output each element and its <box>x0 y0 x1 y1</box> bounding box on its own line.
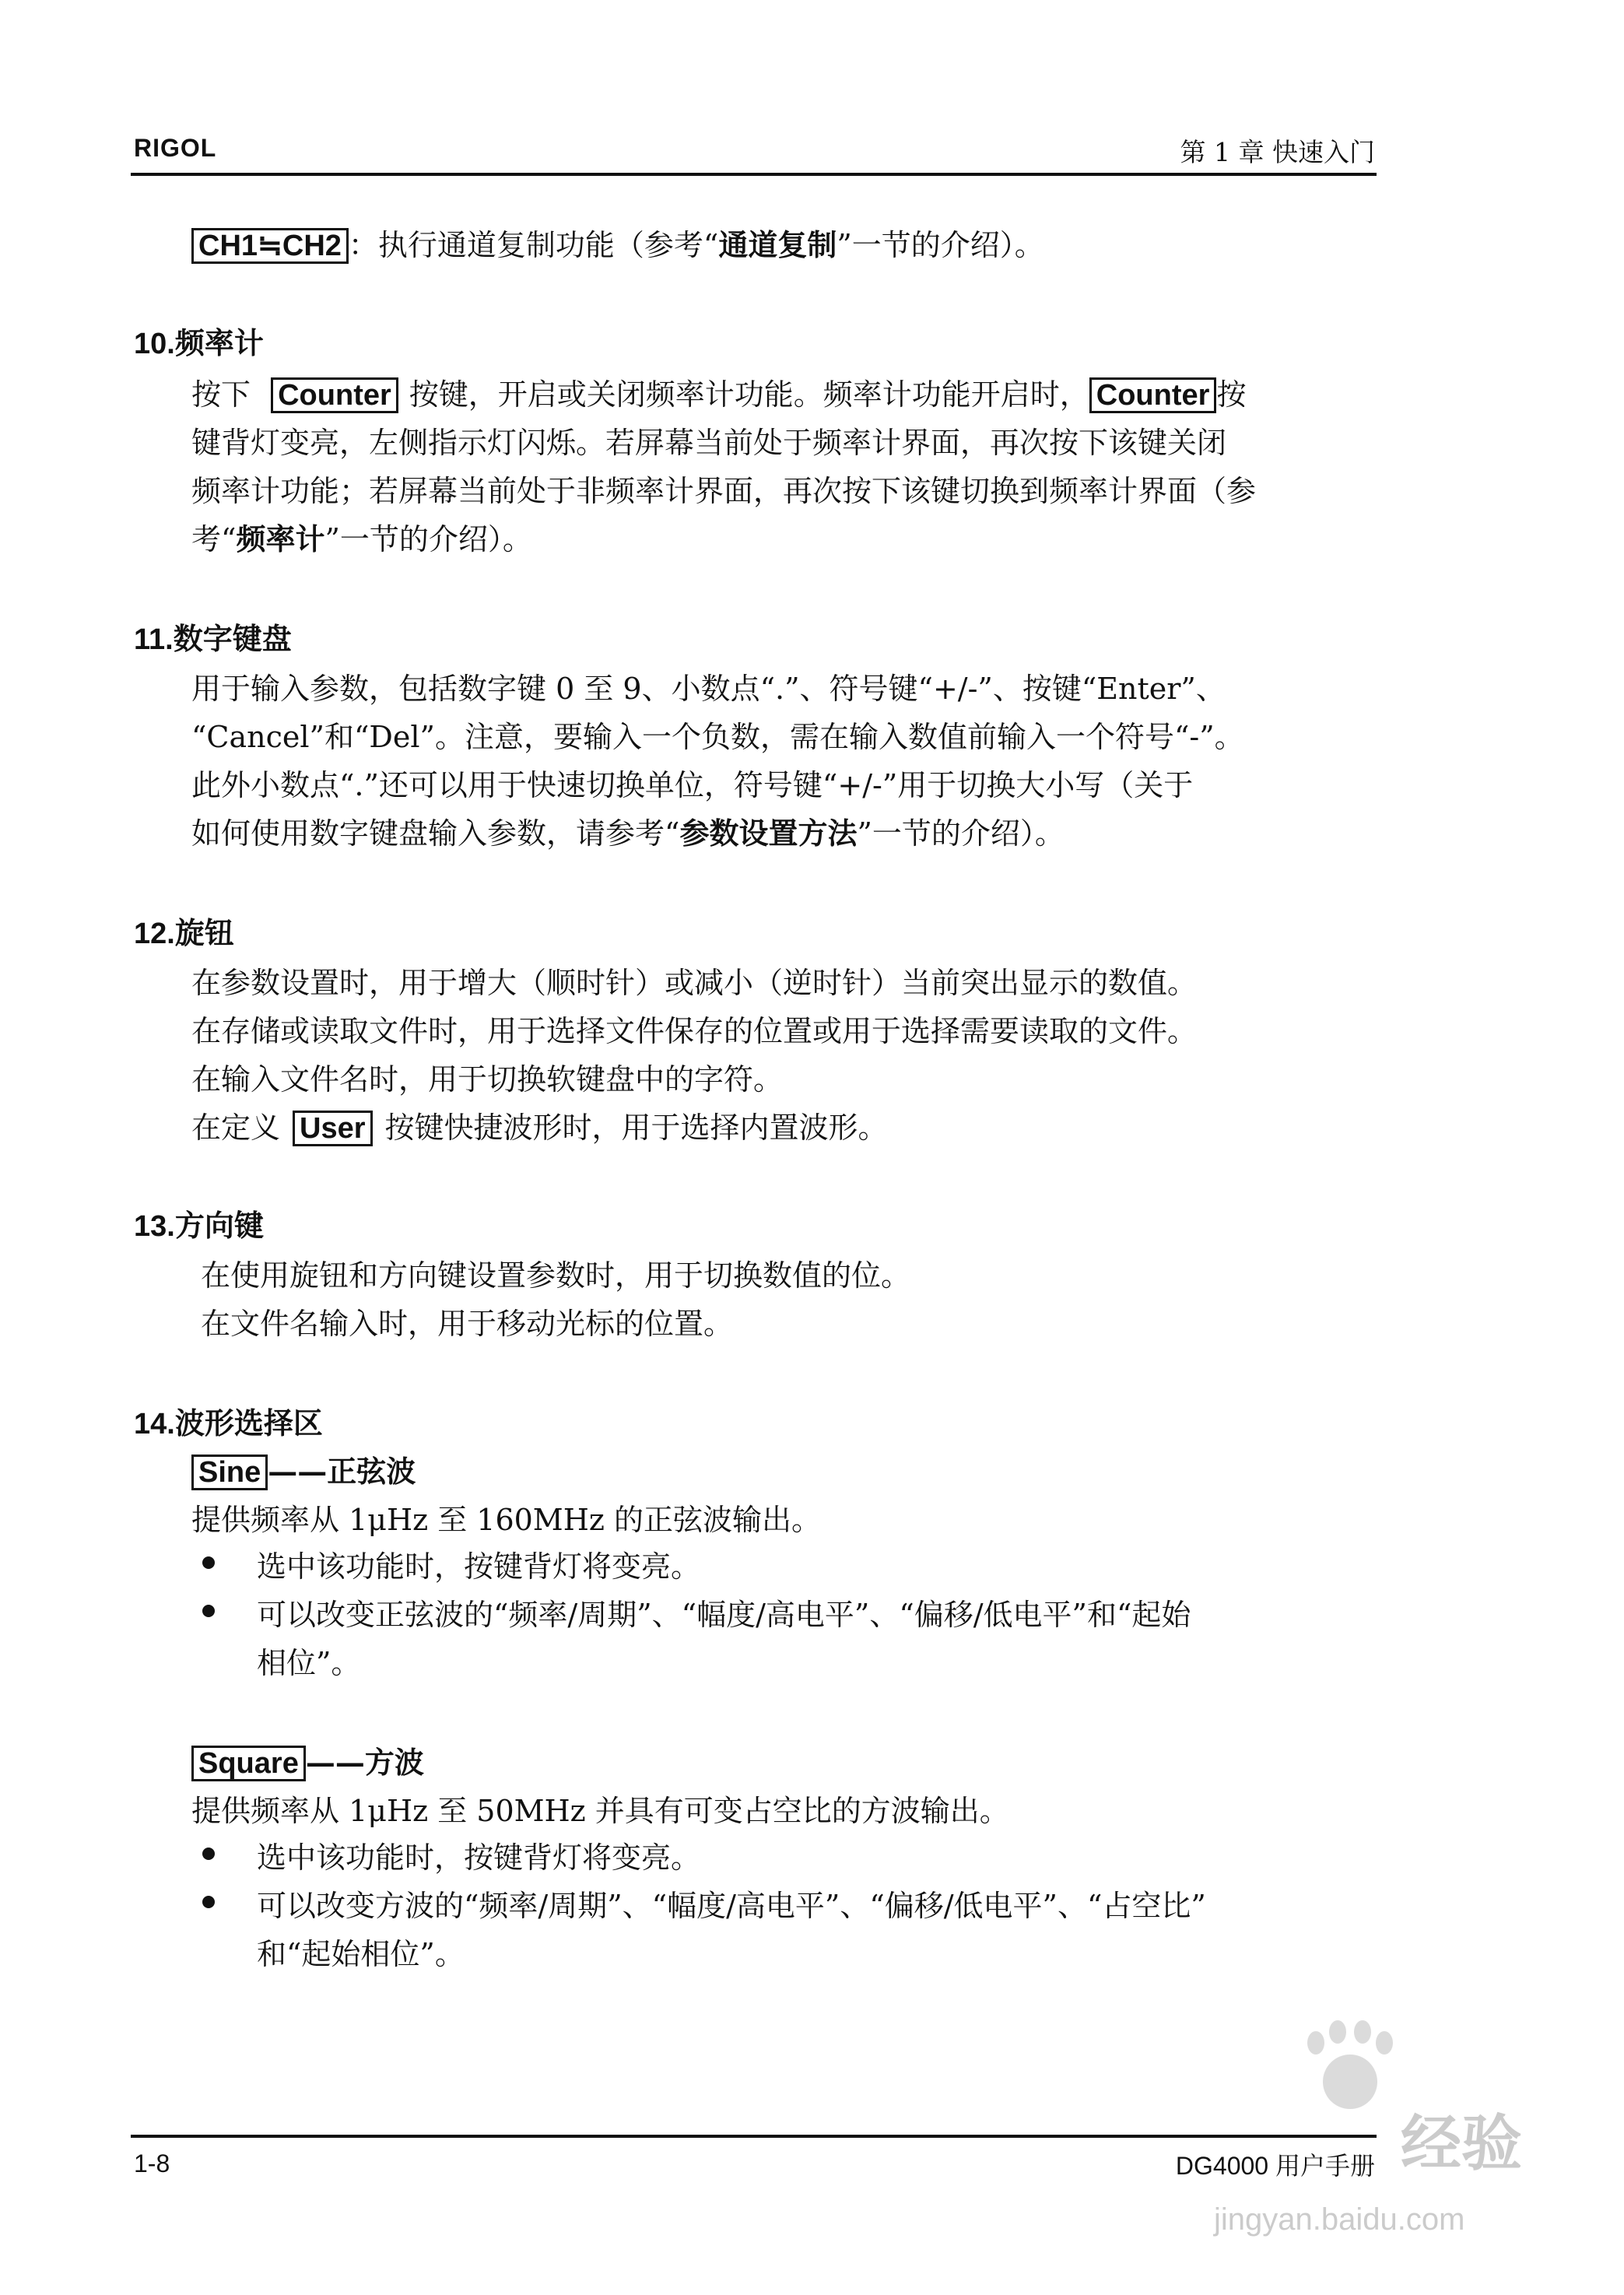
watermark-text: 经验 <box>1401 2109 1523 2177</box>
s12-line-1: 在参数设置时，用于增大（顺时针）或减小（逆时针）当前突出显示的数值。 <box>191 966 1198 1000</box>
section-11-heading: 11.数字键盘 <box>134 621 292 656</box>
sine-bullet-2-cont: 相位”。 <box>257 1646 361 1680</box>
header-rule <box>131 173 1377 176</box>
ch-copy-line: CH1≒CH2 ：执行通道复制功能（参考“通道复制”一节的介绍）。 <box>191 227 1044 264</box>
sine-desc: 提供频率从 1μHz 至 160MHz 的正弦波输出。 <box>191 1503 821 1537</box>
s12-line-4: 在定义 User 按键快捷波形时，用于选择内置波形。 <box>191 1111 888 1145</box>
footer-rule <box>131 2135 1377 2138</box>
section-10-heading: 10.频率计 <box>134 325 264 360</box>
square-key: Square <box>191 1746 306 1781</box>
section-13-heading: 13.方向键 <box>134 1208 264 1243</box>
sine-bullet-2: 可以改变正弦波的“频率/周期”、“幅度/高电平”、“偏移/低电平”和“起始 <box>257 1598 1191 1632</box>
s13-line-1: 在使用旋钮和方向键设置参数时，用于切换数值的位。 <box>201 1258 911 1293</box>
s10-line-2: 键背灯变亮，左侧指示灯闪烁。若屏幕当前处于频率计界面，再次按下该键关闭 <box>191 426 1227 460</box>
manual-title: DG4000 用户手册 <box>1175 2152 1375 2180</box>
square-title: Square ——方波 <box>191 1745 424 1781</box>
bullet-dot <box>202 1605 215 1617</box>
s12-line-3: 在输入文件名时，用于切换软键盘中的字符。 <box>191 1062 784 1097</box>
counter-key-2: Counter <box>1089 377 1217 413</box>
s11-line-2: “Cancel”和“Del”。注意，要输入一个负数，需在输入数值前输入一个符号“-”。 <box>191 720 1244 754</box>
bullet-dot <box>202 1896 215 1908</box>
sine-title: Sine ——正弦波 <box>191 1454 416 1490</box>
s10-line-4: 考“频率计”一节的介绍）。 <box>191 521 532 556</box>
sine-key: Sine <box>191 1455 268 1490</box>
square-bullet-2-cont: 和“起始相位”。 <box>257 1937 465 1971</box>
watermark-site: jingyan.baidu.com <box>1214 2202 1465 2237</box>
ch-copy-key: CH1≒CH2 <box>191 228 349 264</box>
sine-bullet-1: 选中该功能时，按键背灯将变亮。 <box>257 1549 701 1584</box>
s10-line-3: 频率计功能；若屏幕当前处于非频率计界面，再次按下该键切换到频率计界面（参 <box>191 474 1257 508</box>
counter-key: Counter <box>271 377 398 413</box>
bullet-dot <box>202 1556 215 1569</box>
square-bullet-1: 选中该功能时，按键背灯将变亮。 <box>257 1841 701 1875</box>
s13-line-2: 在文件名输入时，用于移动光标的位置。 <box>201 1307 734 1341</box>
brand-logo: RIGOL <box>134 134 217 162</box>
chapter-title: 第 1 章 快速入门 <box>1180 137 1375 167</box>
square-desc: 提供频率从 1μHz 至 50MHz 并具有可变占空比的方波输出。 <box>191 1794 1009 1828</box>
s11-line-1: 用于输入参数，包括数字键 0 至 9、小数点“.”、符号键“+/-”、按键“Enter”、 <box>191 672 1226 706</box>
section-12-heading: 12.旋钮 <box>134 915 234 950</box>
s11-line-3: 此外小数点“.”还可以用于快速切换单位，符号键“+/-”用于切换大小写（关于 <box>191 768 1194 802</box>
section-14-heading: 14.波形选择区 <box>134 1405 323 1441</box>
s12-line-2: 在存储或读取文件时，用于选择文件保存的位置或用于选择需要读取的文件。 <box>191 1014 1198 1048</box>
square-bullet-2: 可以改变方波的“频率/周期”、“幅度/高电平”、“偏移/低电平”、“占空比” <box>257 1889 1206 1923</box>
user-key: User <box>293 1111 373 1146</box>
s11-line-4: 如何使用数字键盘输入参数，请参考“参数设置方法”一节的介绍）。 <box>191 816 1065 851</box>
page-number: 1-8 <box>134 2149 170 2177</box>
s10-line-1: 按下 Counter 按键，开启或关闭频率计功能。频率计功能开启时， Counter 按 <box>191 377 1247 412</box>
bullet-dot <box>202 1848 215 1860</box>
